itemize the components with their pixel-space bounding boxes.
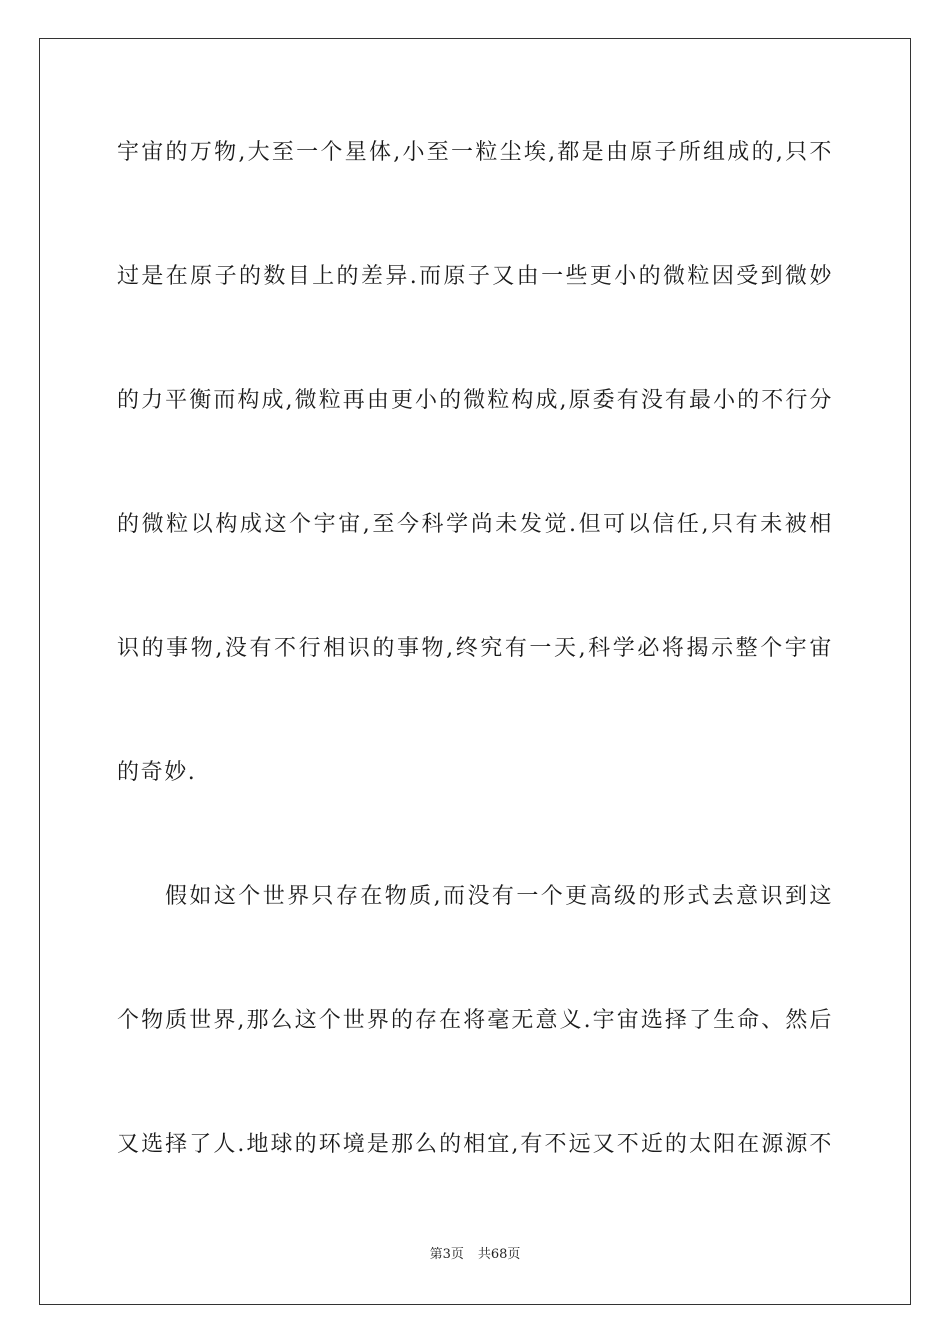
page-footer xyxy=(0,1246,950,1264)
total-pages: 共68页 xyxy=(477,1247,521,1262)
text-line: 宇宙的万物,大至一个星体,小至一粒尘埃,都是由原子所组成的,只不 xyxy=(117,140,833,165)
paragraph-first-line: 假如这个世界只存在物质,而没有一个更高级的形式去意识到这 xyxy=(165,884,833,909)
text-line: 又选择了人.地球的环境是那么的相宜,有不远又不近的太阳在源源不 xyxy=(117,1132,833,1157)
text-line: 的奇妙. xyxy=(117,760,197,785)
text-line: 过是在原子的数目上的差异.而原子又由一些更小的微粒因受到微妙 xyxy=(117,264,833,289)
text-line: 的微粒以构成这个宇宙,至今科学尚未发觉.但可以信任,只有未被相 xyxy=(117,512,833,537)
page-border xyxy=(39,38,911,1305)
text-line: 识的事物,没有不行相识的事物,终究有一天,科学必将揭示整个宇宙 xyxy=(117,636,833,661)
text-line: 个物质世界,那么这个世界的存在将毫无意义.宇宙选择了生命、然后 xyxy=(117,1008,833,1033)
text-line: 的力平衡而构成,微粒再由更小的微粒构成,原委有没有最小的不行分 xyxy=(117,388,833,413)
page-number: 第3页 xyxy=(429,1247,464,1262)
